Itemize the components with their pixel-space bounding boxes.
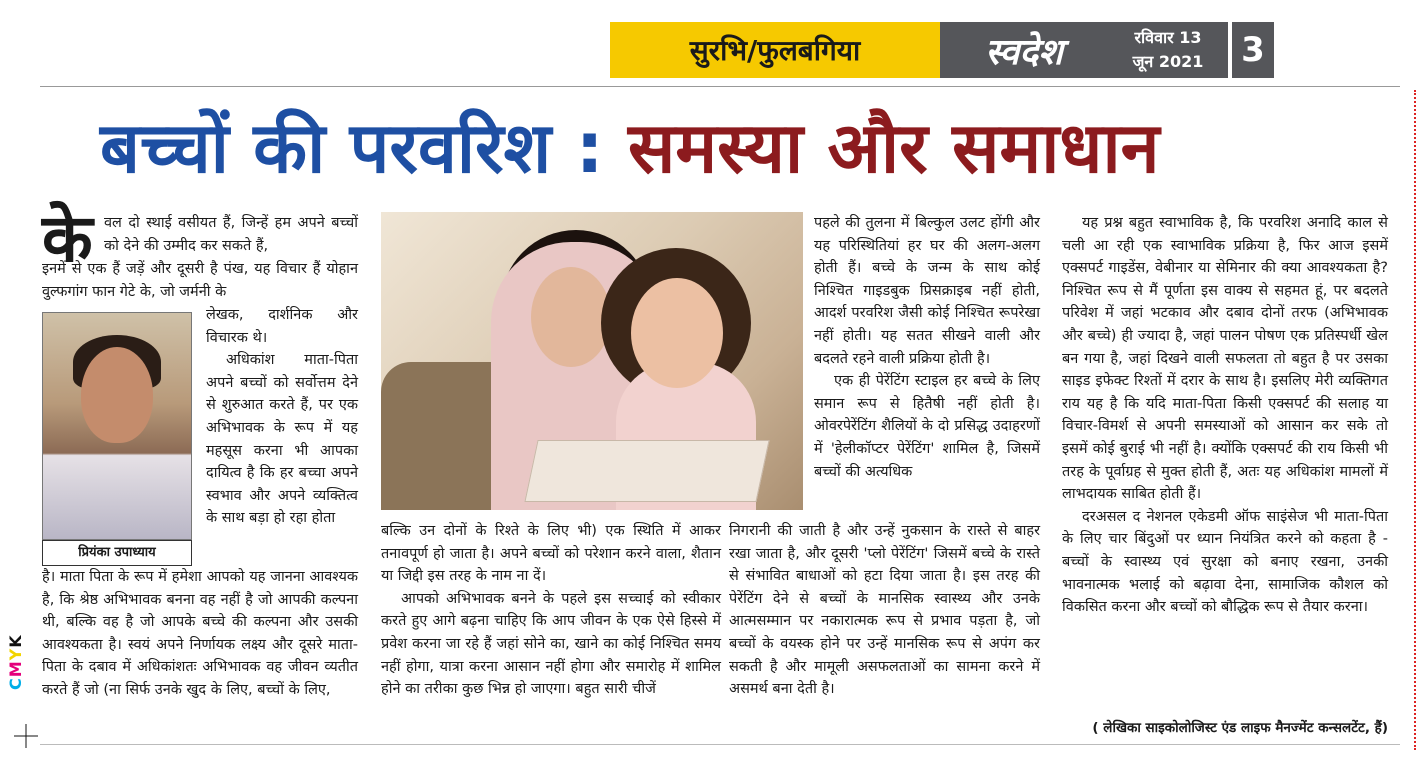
page-edge-dotted-line [1414, 90, 1420, 750]
newspaper-logo: स्वदेश [940, 22, 1108, 78]
top-divider [40, 86, 1400, 87]
crop-mark-icon [14, 724, 38, 748]
author-caption: प्रियंका उपाध्याय [42, 540, 192, 566]
column-1-wide [42, 258, 358, 303]
column-3-continued-text: निगरानी की जाती है और उन्हें नुकसान के रास्ते से बाहर रखा जाता है, और दूसरी 'प्लो पेरेंटिंग' जिसमें बच्चे के रास्ते से संभावित बाधाओं को हटा दिया जाता है। इस तरह की पेरेंटिंग देने से बच्चों के मानसिक स्वास्थ्य और उनके आत्मसम्मान पर नकारात्मक रूप से प्रभाव पड़ता है, जो बच्चों के वयस्क होने पर उन्हें मानसिक रूप से अपंग कर सकती है और मामूली असफलताओं का सामना करने में असमर्थ बना देती है। [729, 523, 1040, 698]
cmyk-registration-label [6, 600, 26, 690]
adjacent-page-glyph [1412, 104, 1428, 144]
issue-day: रविवार 13 [1134, 28, 1202, 47]
column-1-middle-text-2: अधिकांश माता-पिता अपने बच्चों को सर्वोत्तम देने से शुरुआत करते हैं, पर एक अभिभावक के रूप में यह महसूस करना भी आपका दायित्व है कि हर बच्चा अपने स्वभाव और अपने व्यक्तित्व के साथ बड़ा हो रहा होता [206, 352, 358, 527]
column-2-text-2: आपको अभिभावक बनने के पहले इस सच्चाई को स्वीकार करते हुए आगे बढ़ना चाहिए कि आप जीवन के एक ऐसे हिस्से में प्रवेश करना जा रहे हैं जहां सोने का, खाने का कोई निश्चित समय नहीं होगा, यात्रा करना आसान नहीं होगा और समारोह में शामिल होने का तरीका कुछ भिन्न हो जाएगा। बहुत सारी चीजें [381, 590, 721, 698]
bottom-divider [40, 744, 1400, 745]
page-number: 3 [1232, 22, 1274, 78]
author-photo-face [81, 347, 153, 443]
article-headline [100, 100, 1340, 196]
column-1-wide-text: इनमें से एक हैं जड़ें और दूसरी है पंख, यह विचार हैं योहान वुल्फगांग फान गेटे के, जो जर्मनी के [42, 261, 358, 300]
column-1-middle-text-1: लेखक, दार्शनिक और विचारक थे। [206, 307, 358, 346]
column-3-continued [729, 520, 1040, 701]
author-photo [42, 312, 192, 540]
cmyk-m: M [6, 660, 25, 678]
photo-girl-face [631, 278, 723, 388]
author-byline: ( लेखिका साइकोलोजिस्ट एंड लाइफ मैनज्मेंट कन्सलटेंट, हैं) [1092, 720, 1388, 736]
column-2 [381, 520, 721, 701]
cmyk-c: C [6, 677, 25, 690]
column-2-text-1: बल्कि उन दोनों के रिश्ते के लिए भी) एक स्थिति में आकर तनावपूर्ण हो जाता है। अपने बच्चों को परेशान करने वाला, शैतान या जिद्दी इस तरह के नाम ना दें। [381, 523, 721, 585]
column-4 [1062, 212, 1388, 619]
column-1-intro-text: वल दो स्थाई वसीयत हैं, जिन्हें हम अपने बच्चों को देने की उम्मीद कर सकते हैं, [104, 215, 358, 254]
column-1-intro [104, 212, 358, 257]
photo-book [524, 440, 769, 502]
section-title: सुरभि/फुलबगिया [610, 22, 940, 78]
column-4-text-2: दरअसल द नेशनल एकेडमी ऑफ साइंसेज भी माता-पिता के लिए चार बिंदुओं पर ध्यान नियंत्रित करने को कहता है - बच्चों के स्वास्थ्य एवं सुरक्षा को बनाए रखना, उनकी भावनात्मक भलाई को बढ़ावा देना, सामाजिक कौशल को विकसित करना और बच्चों को बौद्धिक रूप से तैयार करना। [1062, 508, 1388, 616]
column-3-text-1: पहले की तुलना में बिल्कुल उलट होंगी और यह परिस्थितियां हर घर की अलग-अलग होती हैं। बच्चे के जन्म के साथ कोई निश्चित गाइडबुक प्रिसक्राइब नहीं होती, आदर्श परवरिश जैसी कोई निश्चित रूपरेखा नहीं होती। यह सतत सीखने वाली और बदलते रहने वाली प्रक्रिया होती है। [814, 215, 1040, 367]
drop-cap: के [42, 200, 93, 277]
column-3-text-2: एक ही पेरेंटिंग स्टाइल हर बच्चे के लिए समान रूप से हितैषी नहीं होती है। ओवरपेरेंटिंग शैलियों के दो प्रसिद्ध उदाहरणों में 'हेलीकॉप्टर पेरेंटिंग' शामिल है, जिसमें बच्चों की अत्यधिक [814, 373, 1040, 480]
issue-date [1108, 22, 1228, 78]
issue-month-year: जून 2021 [1132, 52, 1204, 71]
headline-part-1: बच्चों की परवरिश : [100, 107, 604, 189]
cmyk-y: Y [6, 647, 25, 661]
photo-mother-face [531, 267, 611, 367]
cmyk-k: K [6, 634, 25, 648]
column-4-text-1: यह प्रश्न बहुत स्वाभाविक है, कि परवरिश अनादि काल से चली आ रही एक स्वाभाविक प्रक्रिया है, फिर आज इसमें एक्सपर्ट गाइडेंस, वेबीनार या सेमिनार की क्या आवश्यकता है? निश्चित रूप से मैं पूर्णता इस वाक्य से सहमत हूं, पर बदलते परिवेश में जहां भटकाव और दबाव दोनों तरफ (अभिभावक और बच्चे) ही ज्यादा है, जहां पालन पोषण एक प्रतिस्पर्धी खेल बन गया है, जहां दिखने वाली सफलता तो बहुत है पर उसका साइड इफेक्ट रिश्तों में दरार के साथ है। इसलिए मेरी व्यक्तिगत राय यह है कि यदि माता-पिता किसी एक्सपर्ट की सलाह या विचार-विमर्श से अपनी समस्याओं को आसान कर सके तो इसमें कोई बुराई भी नहीं है। क्योंकि एक्सपर्ट की राय किसी भी तरह के पूर्वाग्रह से मुक्त होती हैं, अतः यह अधिकांश मामलों में लाभदायक साबित होती हैं। [1062, 215, 1388, 503]
column-3 [814, 212, 1040, 483]
column-1-bottom [42, 566, 358, 702]
mother-daughter-photo [381, 212, 803, 510]
headline-part-2: समस्या और समाधान [627, 107, 1160, 189]
column-1-middle [206, 304, 358, 530]
column-1-bottom-text: है। माता पिता के रूप में हमेशा आपको यह जानना आवश्यक है, कि श्रेष्ठ अभिभावक बनना वह नहीं है जो आपकी कल्पना थी, बल्कि वह है जो आपके बच्चे की कल्पना और उसकी आवश्यकता है। स्वयं अपने निर्णायक लक्ष्य और दूसरे माता-पिता के दबाव में अधिकांशतः अभिभावक वह जीवन व्यतीत करते हैं जो (ना सिर्फ उनके खुद के लिए, बच्चों के लिए, [42, 569, 358, 698]
